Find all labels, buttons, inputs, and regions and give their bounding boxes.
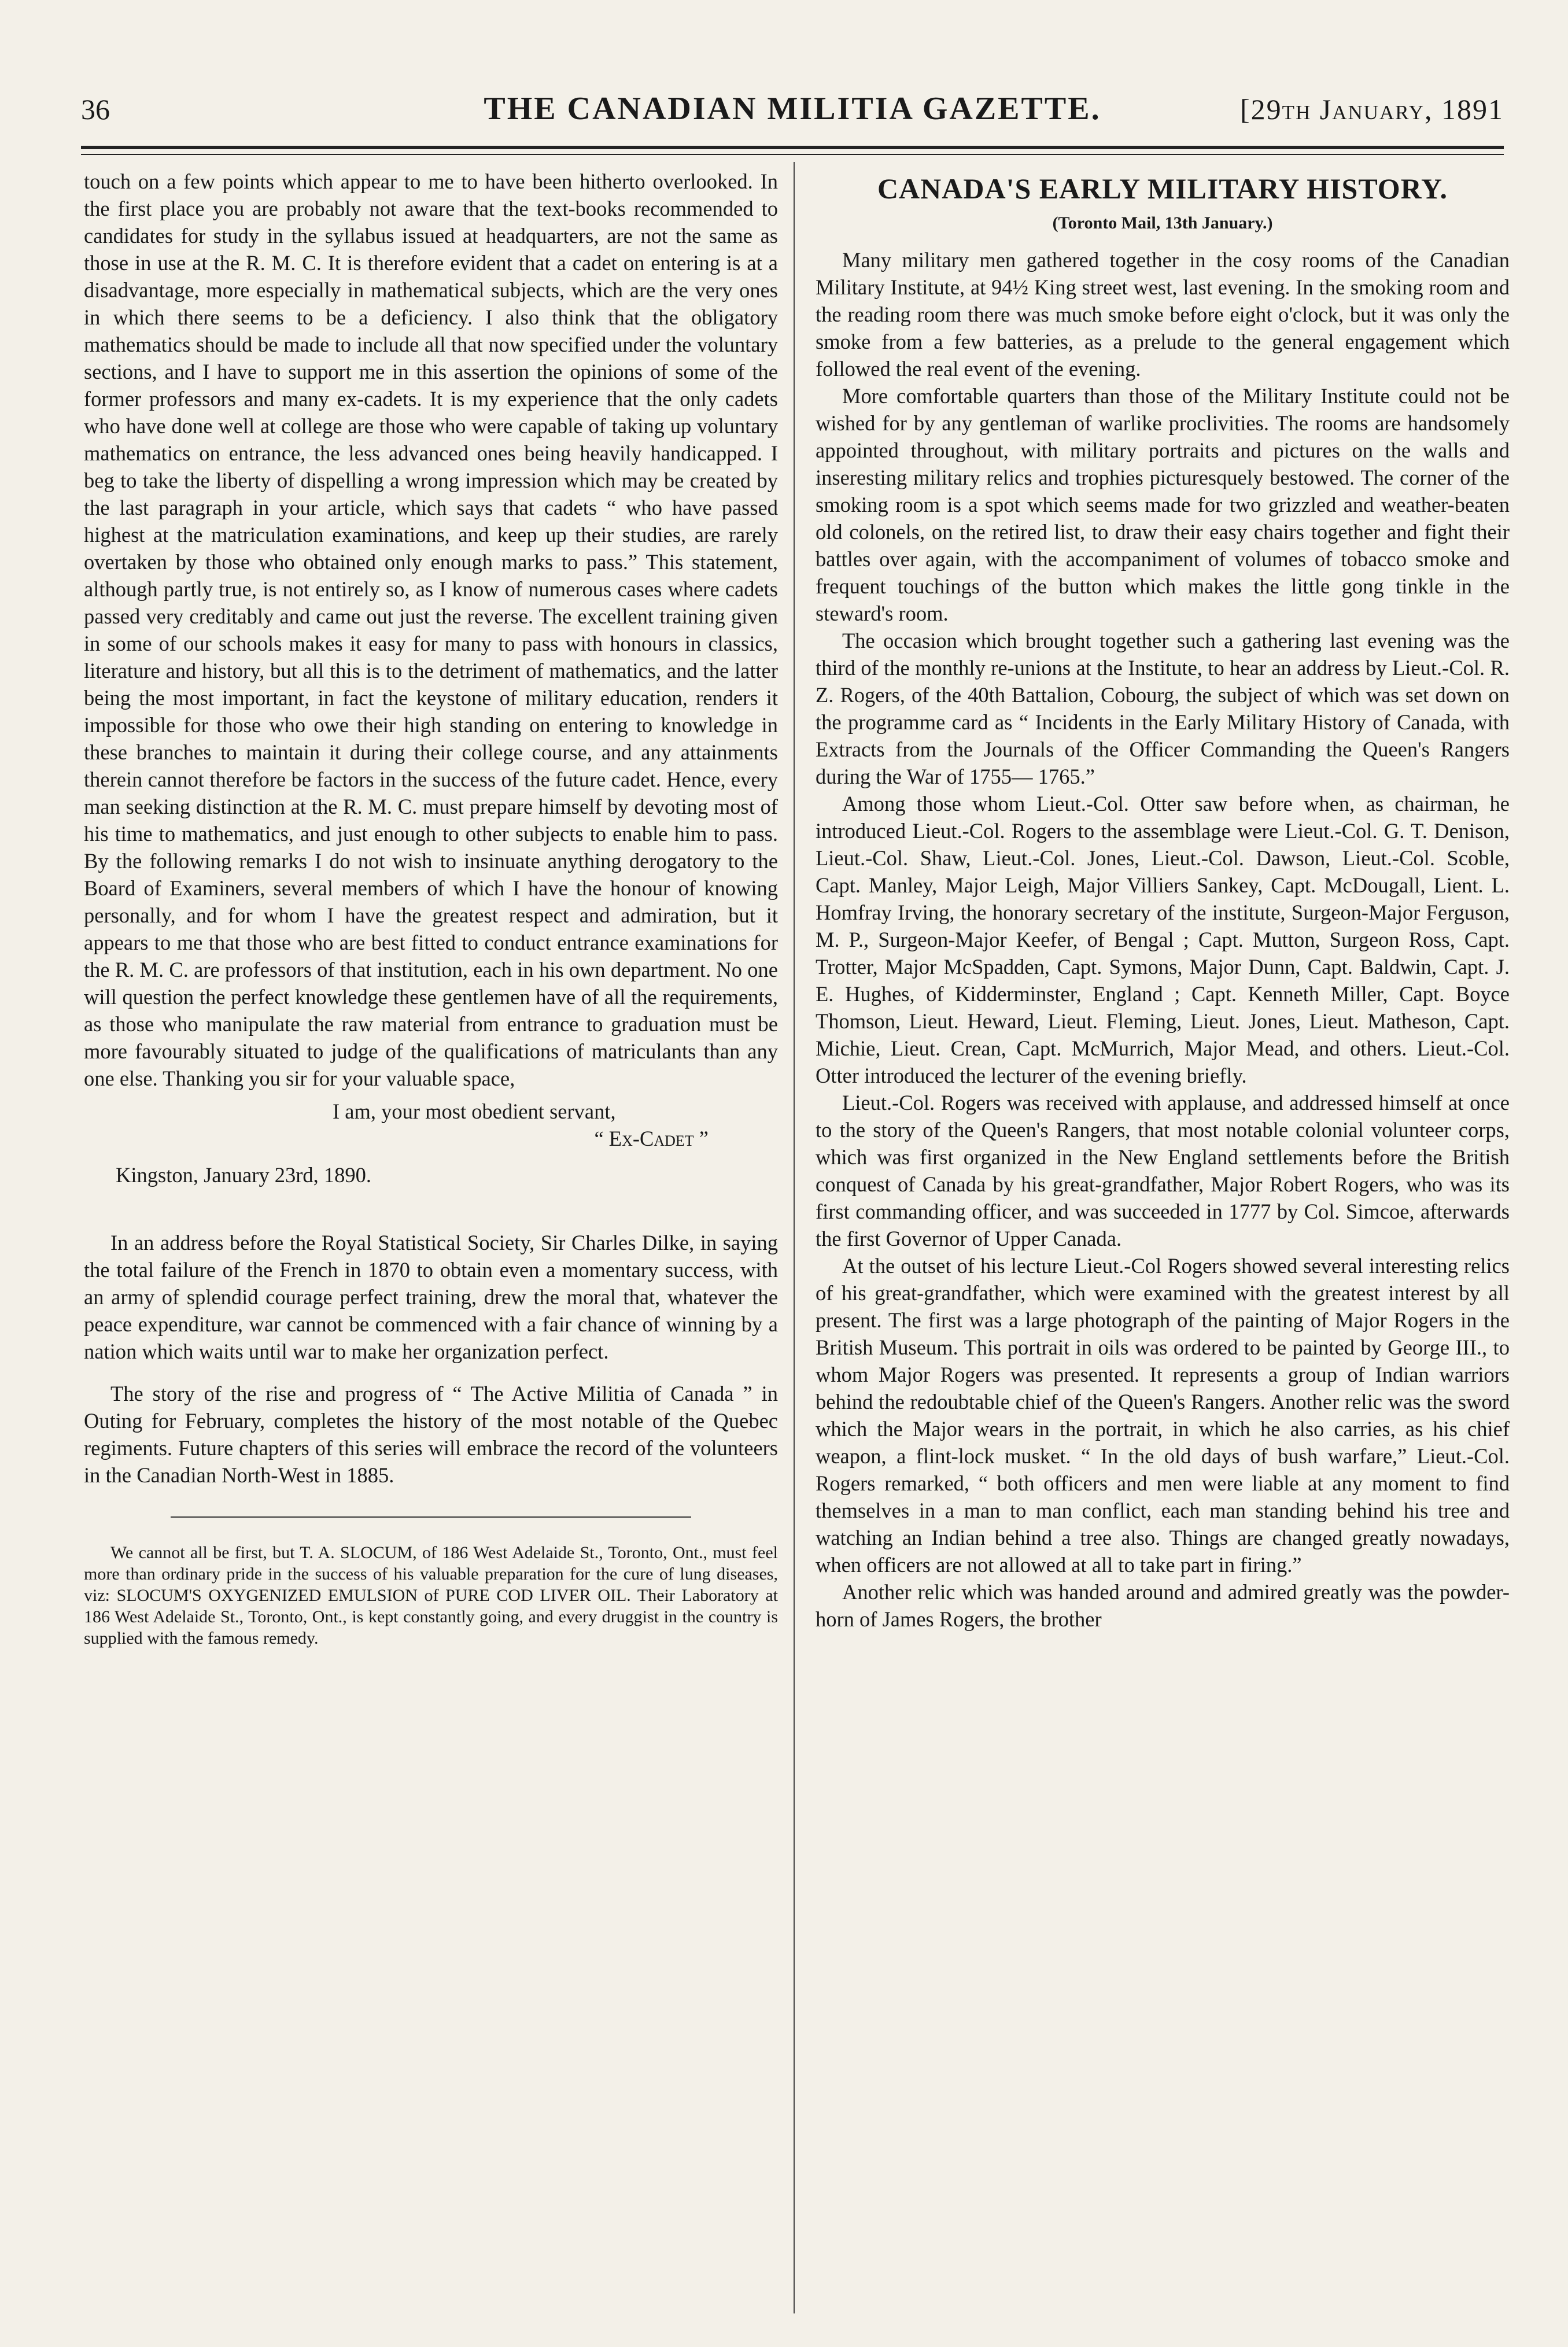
- article-paragraph: Lieut.-Col. Rogers was received with applause, and addressed himself at once to the story of the Queen's Rangers, that most notable colonial volunteer corps, which was first organized in the New England settlements before the British conquest of Canada by his great-grandfather, Major Robert Rogers, who was its first commanding officer, and was succeeded in 1777 by Col. Simcoe, afterwards the first Governor of Upper Canada.: [816, 1091, 1510, 1250]
- page-number: 36: [81, 93, 110, 126]
- closing-salutation: I am, your most obedient servant,: [333, 1099, 616, 1123]
- page-header: [81, 87, 1504, 145]
- article-paragraph: More comfortable quarters than those of the Military Institute could not be wished for by any gentleman of warlike proclivities. The rooms are handsomely appointed throughout, with military portraits and pictures on the walls and inseresting military relics and trophies picturesquely bestowed. The corner of the smoking room is a spot which seems made for two grizzled and weather-beaten old colonels, on the retired list, to draw their easy chairs together and fight their battles over again, with the accompaniment of volumes of tobacco smoke and frequent touchings of the button which makes the little gong tinkle in the steward's room.: [816, 384, 1510, 625]
- letter-closing: [84, 1098, 778, 1189]
- article-source: (Toronto Mail, 13th January.): [1052, 213, 1273, 233]
- article-title: CANADA'S EARLY MILITARY HISTORY.: [877, 172, 1448, 205]
- section-separator: [171, 1516, 691, 1518]
- outing-paragraph: The story of the rise and progress of “ The Active Militia of Canada ” in Outing for February, completes the history of the most notable of the Quebec regiments. Future chapters of this series will embrace the record of the volunteers in the Canadian North-West in 1885.: [84, 1382, 778, 1487]
- letter-body: touch on a few points which appear to me to have been hitherto overlooked. In the first place you are probably not aware that the text-books recommended to candidates for study in the syllabus issued at headquarters, are not the same as those in use at the R. M. C. It is therefore evident that a cadet on entering is at a disadvantage, more especially in mathematical subjects, which are the very ones in which there seems to be a deficiency. I also think that the obligatory mathematics should be made to include all that now specified under the voluntary sections, and I have to support me in this assertion the opinions of some of the former professors and many ex-cadets. It is my experience that the only cadets who have done well at college are those who were capable of taking up voluntary mathematics on entrance, the less advanced ones being heavily handicapped. I beg to take the liberty of dispelling a wrong impression which may be created by the last paragraph in your article, which says that cadets “ who have passed highest at the matriculation examinations, and keep up their studies, are rarely overtaken by those who obtained only enough marks to pass.” This statement, although partly true, is not entirely so, as I know of numerous cases where cadets passed very creditably and came out just the reverse. The excellent training given in some of our schools makes it easy for many to pass with honours in classics, literature and history, but all this is to the detriment of mathematics, and the latter being the most important, in fact the keystone of military education, renders it impossible for those who owe their high standing on entering to knowledge in these branches to maintain it during their college course, and any attainments therein cannot therefore be factors in the success of the future cadet. Hence, every man seeking distinction at the R. M. C. must prepare himself by devoting most of his time to mathematics, and just enough to other subjects to enable him to pass. By the following remarks I do not wish to insinuate anything derogatory to the Board of Examiners, several members of which I have the honour of knowing personally, and for whom I have the greatest respect and admiration, but it appears to me that those who are best fitted to conduct entrance examinations for the R. M. C. are professors of that institution, each in his own department. No one will question the perfect knowledge these gentlemen have of all the requirements, as those who manipulate the raw material from entrance to graduation must be more favourably situated to judge of the qualifications of matriculants than any one else. Thanking you sir for your valuable space,: [84, 169, 778, 1090]
- column-divider: [794, 162, 795, 2313]
- left-column: [84, 168, 778, 1649]
- letter-place-date: Kingston, January 23rd, 1890.: [116, 1163, 372, 1187]
- article-paragraph: Among those whom Lieut.-Col. Otter saw before when, as chairman, he introduced Lieut.-Col. Rogers to the assemblage were Lieut.-Col. G. T. Denison, Lieut.-Col. Shaw, Lieut.-Col. Jones, Lieut.-Col. Dawson, Lieut.-Col. Scoble, Capt. Manley, Major Leigh, Major Villiers Sankey, Capt. McDougall, Lient. L. Homfray Irving, the honorary secretary of the institute, Surgeon-Major Ferguson, M. P., Surgeon-Major Keefer, of Bengal ; Capt. Mutton, Surgeon Ross, Capt. Trotter, Major McSpadden, Capt. Symons, Major Dunn, Capt. Baldwin, Capt. J. E. Hughes, of Kidderminster, England ; Capt. Kenneth Miller, Capt. Boyce Thomson, Lieut. Heward, Lieut. Fleming, Lieut. Jones, Lieut. Matheson, Capt. Michie, Lieut. Crean, Capt. McMurrich, Major Mead, and others. Lieut.-Col. Otter introduced the lecturer of the evening briefly.: [816, 792, 1510, 1087]
- article-paragraph: At the outset of his lecture Lieut.-Col Rogers showed several interesting relics of his great-grandfather, which were examined with the greatest interest by all present. The first was a large photograph of the painting of Major Rogers in the British Museum. This portrait in oils was ordered to be painted by George III., to whom Major Rogers was presented. It represents a group of Indian warriors behind the redoubtable chief of the Queen's Rangers. Another relic was the sword which the Major wears in the portrait, in which he also carries, as his chief weapon, a flint-lock musket. “ In the old days of bush warfare,” Lieut.-Col. Rogers remarked, “ both officers and men were liable at any moment to find themselves in a man to man conflict, each man standing behind his tree and watching an Indian behind a tree also. Things are changed greatly nowadays, when officers are not allowed at all to take part in firing.”: [816, 1254, 1510, 1577]
- header-rule-thick: [81, 146, 1504, 149]
- right-column: [816, 168, 1510, 1633]
- dilke-paragraph: In an address before the Royal Statistical Society, Sir Charles Dilke, in saying the total failure of the French in 1870 to obtain even a momentary success, with an army of splendid courage perfect training, drew the moral that, whatever the peace expenditure, war cannot be commenced with a fair chance of winning by a nation which waits until war to make her organization perfect.: [84, 1231, 778, 1363]
- article-paragraph: Another relic which was handed around and admired greatly was the powder-horn of James Rogers, the brother: [816, 1580, 1510, 1631]
- letter-signature: “ Ex-Cadet ”: [594, 1127, 709, 1150]
- issue-date: [29th January, 1891: [1239, 93, 1504, 126]
- slocum-advertisement: We cannot all be first, but T. A. SLOCUM, of 186 West Adelaide St., Toronto, Ont., must feel more than ordinary pride in the success of his valuable preparation for the cure of lung diseases, viz: SLOCUM'S OXYGENIZED EMULSION of PURE COD LIVER OIL. Their Laboratory at 186 West Adelaide St., Toronto, Ont., is kept constantly going, and every druggist in the country is supplied with the famous remedy.: [84, 1543, 778, 1648]
- newspaper-title: THE CANADIAN MILITIA GAZETTE.: [484, 91, 1101, 127]
- header-rule-thin: [81, 154, 1504, 155]
- article-paragraph: The occasion which brought together such a gathering last evening was the third of the monthly re-unions at the Institute, to hear an address by Lieut.-Col. R. Z. Rogers, of the 40th Battalion, Cobourg, the subject of which was set down on the programme card as “ Incidents in the Early Military History of Canada, with Extracts from the Journals of the Officer Commanding the Queen's Rangers during the War of 1755— 1765.”: [816, 629, 1510, 788]
- article-paragraph: Many military men gathered together in the cosy rooms of the Canadian Military Institute, at 94½ King street west, last evening. In the smoking room and the reading room there was much smoke before eight o'clock, but it was only the smoke from a few batteries, as a prelude to the general engagement which followed the real event of the evening.: [816, 248, 1510, 381]
